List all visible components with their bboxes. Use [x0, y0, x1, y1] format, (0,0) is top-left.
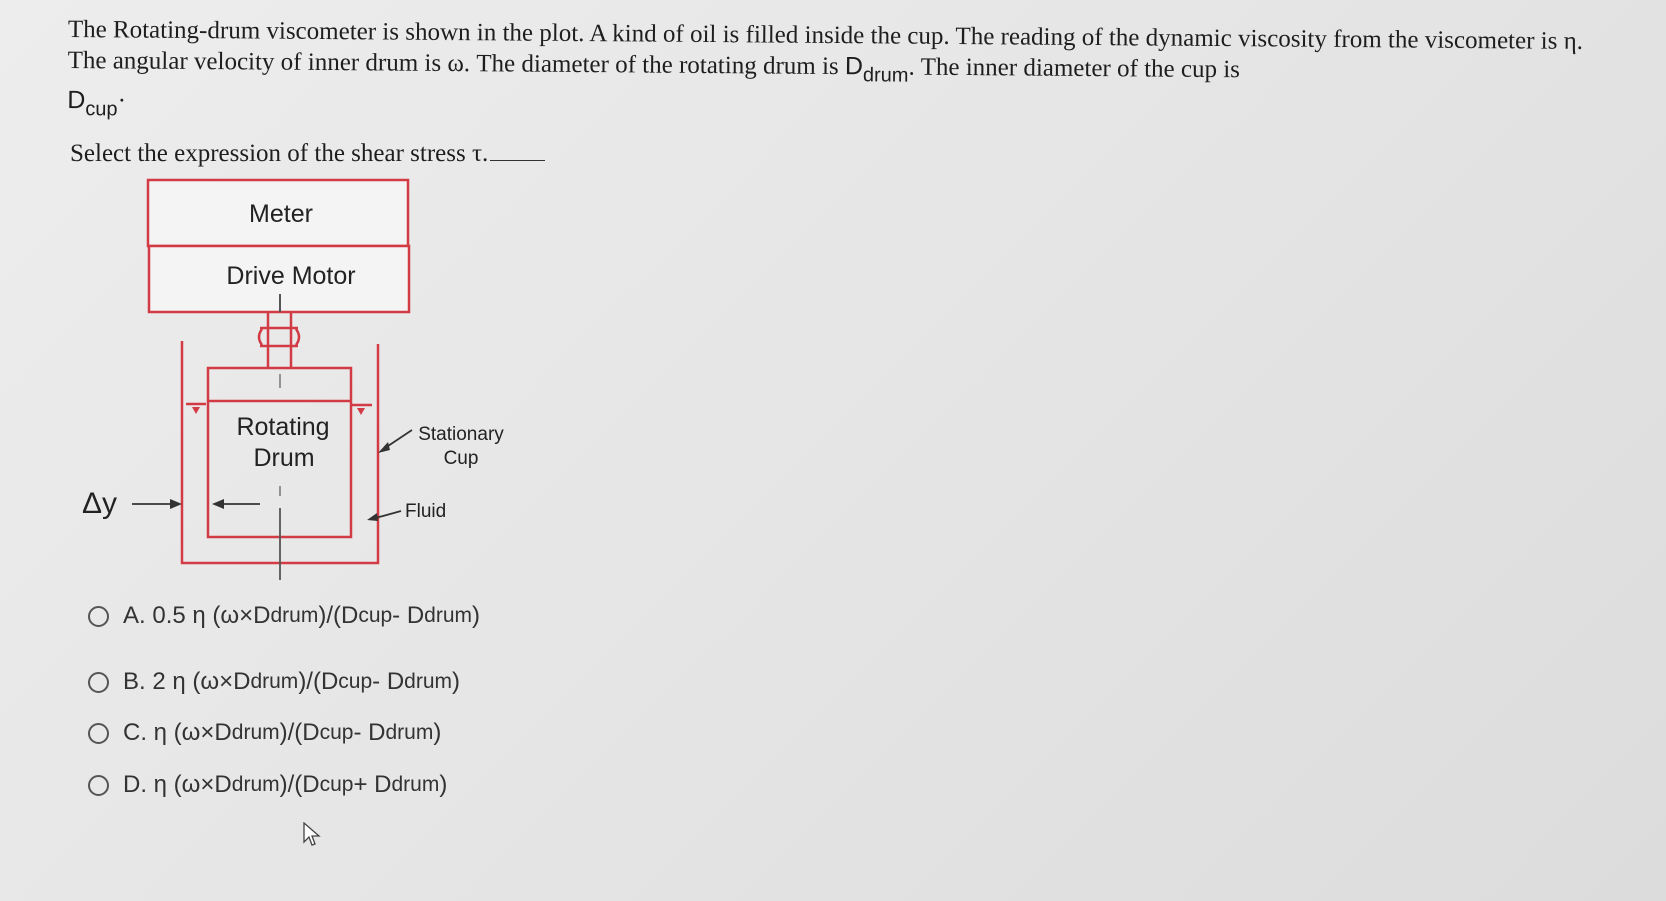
mouse-cursor-icon: [302, 822, 322, 848]
subscript: cup: [319, 773, 354, 796]
radio-button-a[interactable]: [88, 606, 109, 627]
option-a[interactable]: [88, 602, 480, 630]
cup-label-line2: Cup: [443, 448, 479, 469]
fluid-pointer-arrow: [367, 511, 401, 521]
subscript: drum: [424, 604, 473, 627]
subscript: drum: [250, 670, 299, 693]
option-text: )/(D: [318, 602, 359, 629]
option-text: + D: [353, 771, 392, 798]
drive-motor-label: Drive Motor: [226, 262, 356, 290]
delta-y-arrows: [132, 499, 260, 509]
option-text: - D: [392, 602, 425, 629]
subscript: drum: [404, 670, 453, 693]
option-text: )/(D: [298, 668, 339, 695]
option-b-text: B. 2 η (ω×D: [123, 668, 251, 695]
subscript: cup: [358, 604, 393, 627]
question-part-3: ·: [117, 87, 127, 115]
option-text: )/(D: [279, 719, 320, 746]
option-b[interactable]: [88, 668, 460, 696]
meter-label: Meter: [249, 200, 313, 228]
option-text: - D: [353, 719, 386, 746]
option-d[interactable]: [88, 771, 447, 799]
subscript-cup: cup: [85, 98, 118, 121]
radio-button-c[interactable]: [88, 723, 109, 744]
option-text: ): [439, 771, 448, 798]
subscript: drum: [231, 721, 280, 744]
question-part-1: The Rotating-drum viscometer is shown in the plot. A kind of oil is filled inside the cup. The reading of the dynamic viscosity from the viscometer is η. The angular velocity of inner drum is ω. The diameter of the rotating drum is: [67, 15, 1584, 81]
subscript: drum: [385, 721, 434, 744]
cup-label-line1: Stationary: [418, 424, 504, 445]
question-part-2: . The inner diameter of the cup is: [908, 53, 1241, 84]
option-d-text: D. η (ω×D: [123, 771, 232, 798]
option-a-text: A. 0.5 η (ω×D: [123, 602, 271, 629]
fluid-label: Fluid: [405, 501, 447, 522]
subscript-drum: drum: [862, 64, 909, 87]
viscometer-diagram: [0, 0, 600, 600]
radio-button-d[interactable]: [88, 775, 109, 796]
drum-label-line2: Drum: [253, 444, 315, 472]
option-text: - D: [372, 668, 405, 695]
cup-pointer-arrow: [378, 430, 412, 453]
option-text: ): [472, 602, 481, 629]
symbol-d: D: [844, 52, 864, 81]
delta-y-label: Δy: [82, 487, 118, 520]
prompt-text: Select the expression of the shear stress τ.: [70, 140, 489, 167]
subscript: drum: [231, 773, 280, 796]
option-c[interactable]: [88, 719, 441, 747]
radio-button-b[interactable]: [88, 672, 109, 693]
option-text: )/(D: [279, 771, 320, 798]
subscript: drum: [391, 773, 440, 796]
subscript: drum: [270, 604, 319, 627]
symbol-d: D: [67, 85, 86, 115]
subscript: cup: [338, 670, 373, 693]
option-text: ): [452, 668, 461, 695]
option-text: ): [433, 719, 442, 746]
option-c-text: C. η (ω×D: [123, 719, 232, 746]
subscript: cup: [319, 721, 354, 744]
drum-label-line1: Rotating: [236, 413, 330, 441]
